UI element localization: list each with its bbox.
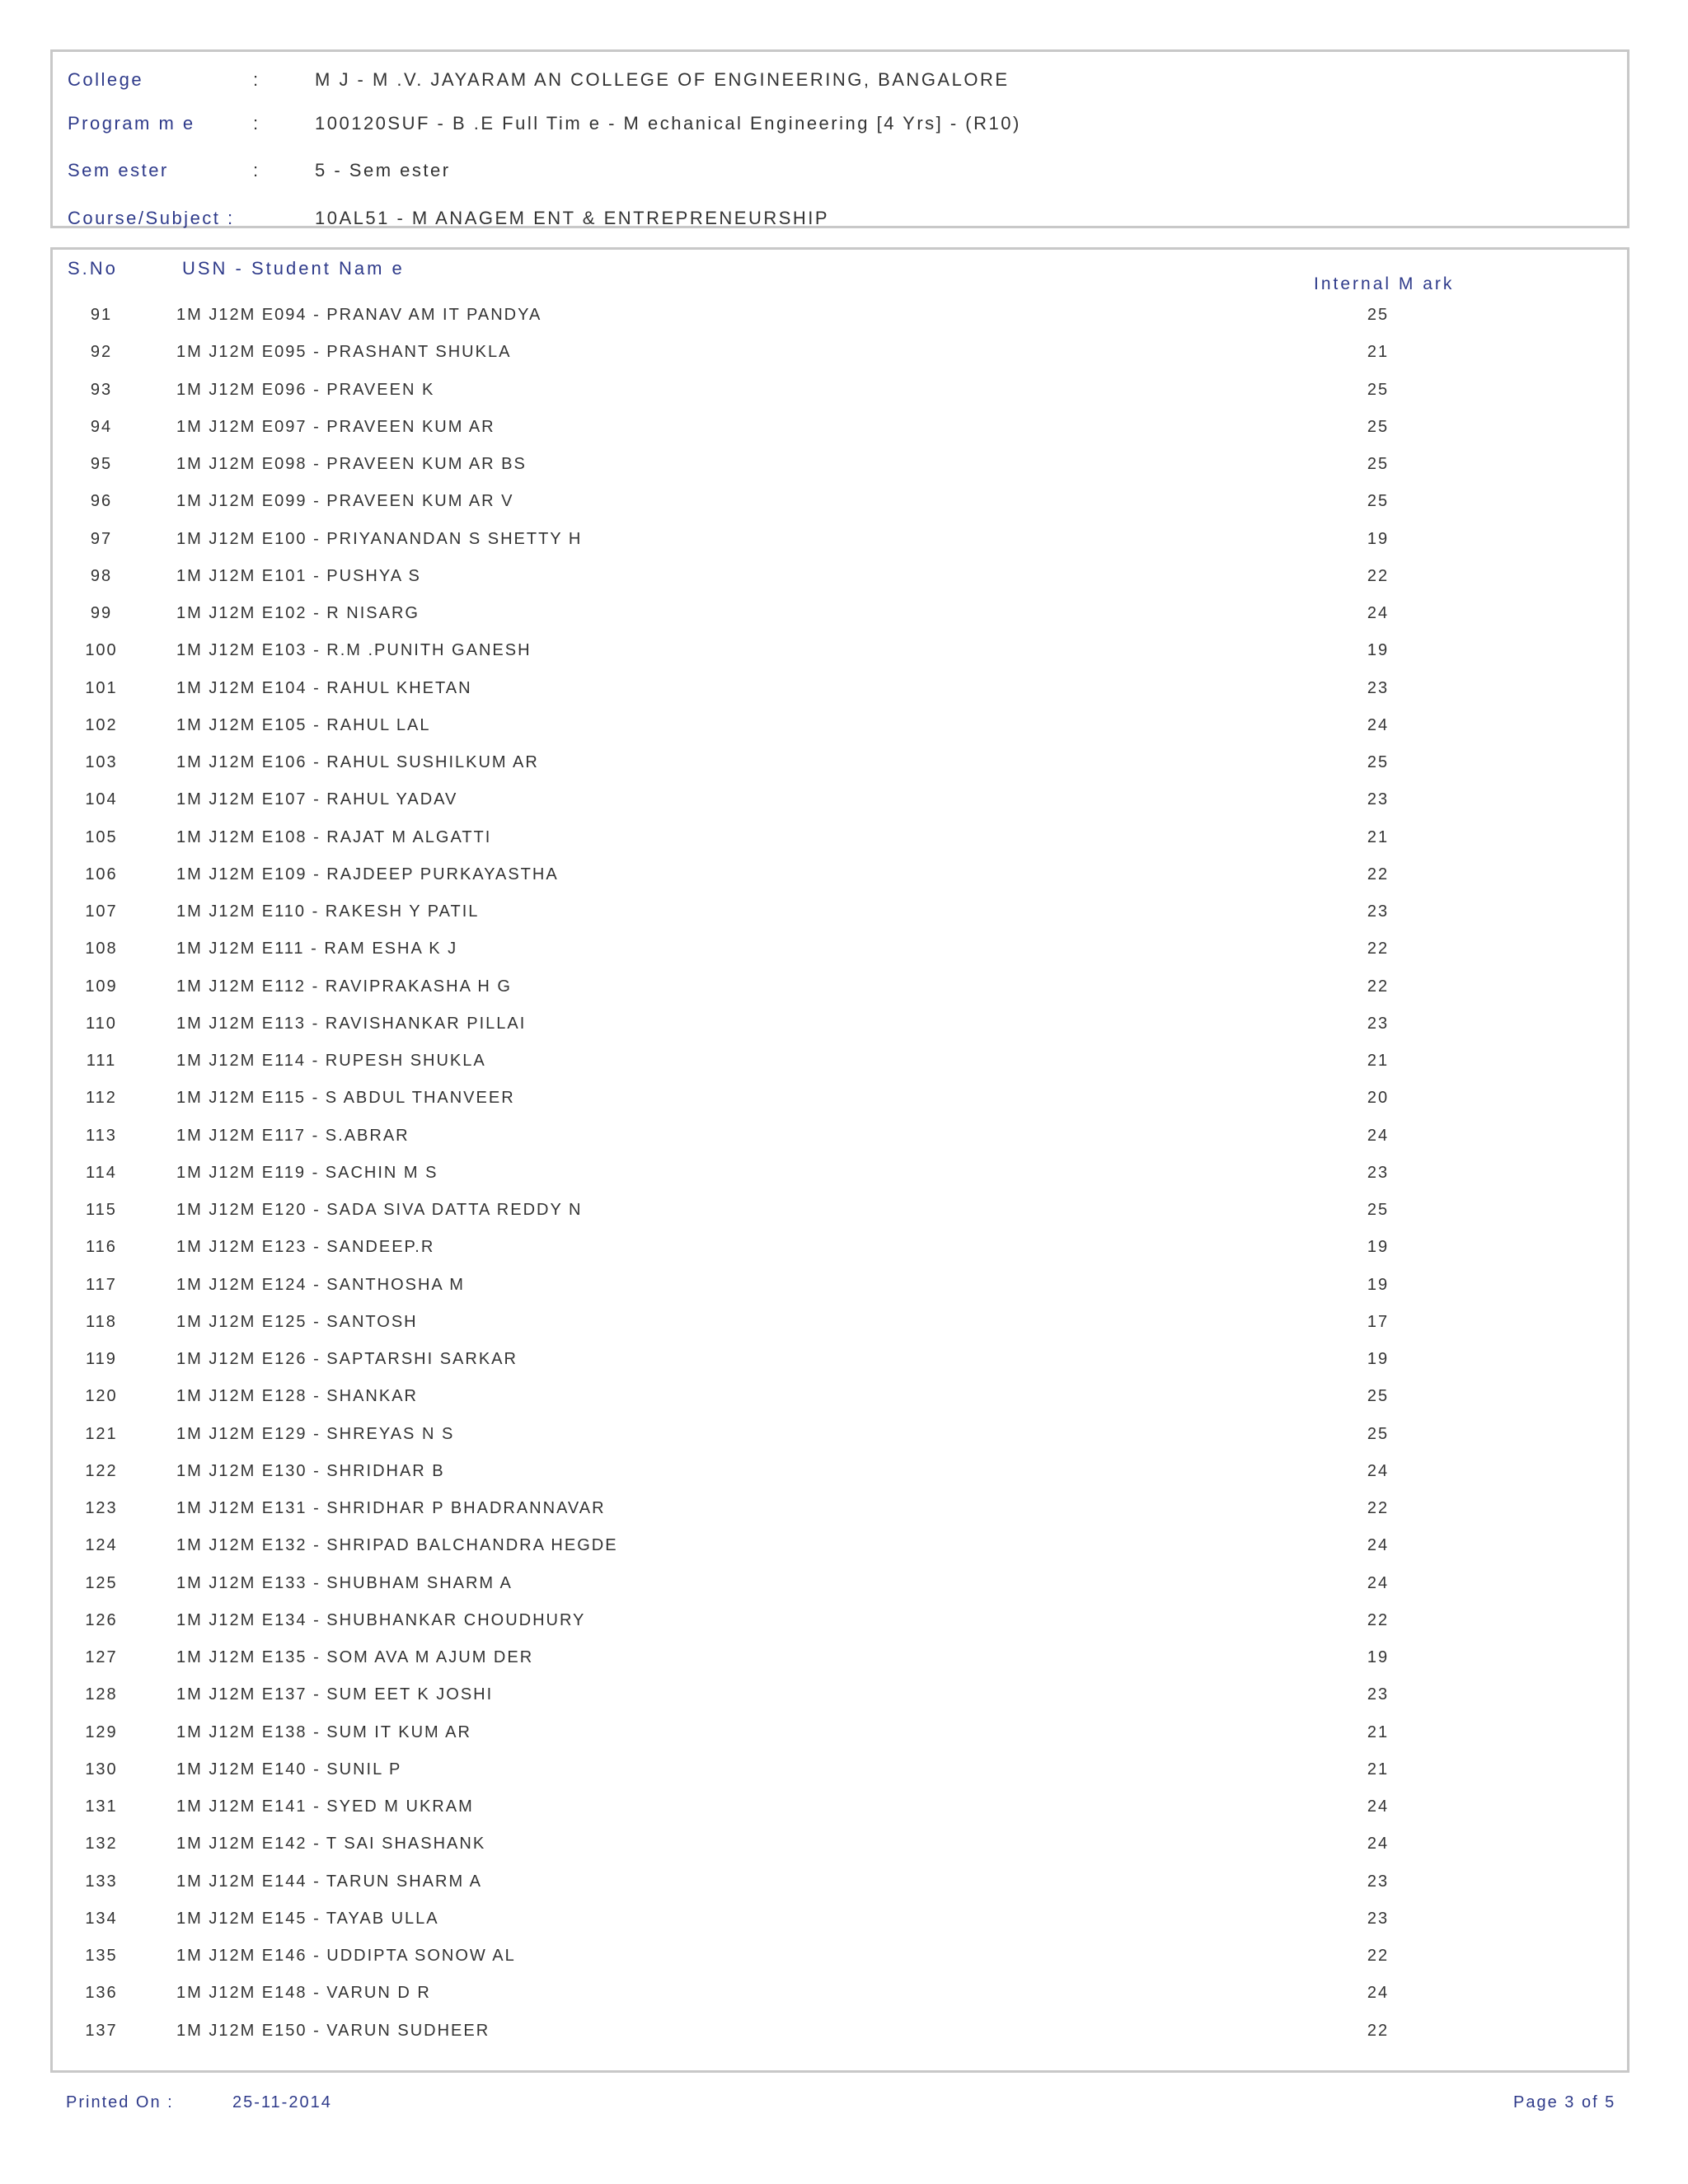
internal-mark: 24 [1367,1835,1390,1854]
serial-number: 133 [85,1872,118,1891]
usn-student-name: 1M J12M E148 - VARUN D R [176,1984,431,2003]
serial-number: 101 [85,678,118,697]
serial-number: 126 [85,1610,118,1629]
programme-value: 100120SUF - B .E Full Tim e - M echanical Engineering [4 Yrs] - (R10) [315,113,1021,134]
internal-mark: 23 [1367,1685,1390,1704]
internal-mark: 23 [1367,902,1390,921]
usn-student-name: 1M J12M E131 - SHRIDHAR P BHADRANNAVAR [176,1499,606,1517]
serial-number: 124 [85,1536,118,1555]
semester-label: Sem ester [68,160,169,180]
serial-number: 119 [86,1350,117,1368]
internal-mark: 22 [1367,940,1390,958]
internal-mark: 24 [1367,1126,1390,1145]
course-label: Course/Subject : [68,208,235,228]
table-row [53,1605,1627,1642]
internal-mark: 19 [1367,1350,1390,1368]
usn-student-name: 1M J12M E097 - PRAVEEN KUM AR [176,417,495,436]
internal-mark: 22 [1367,1610,1390,1629]
internal-mark: 25 [1367,753,1390,771]
college-row [68,63,1010,96]
serial-number: 118 [86,1312,117,1331]
serial-number: 116 [86,1238,117,1257]
table-row [53,933,1627,970]
internal-mark: 23 [1367,678,1390,697]
serial-number: 129 [85,1722,118,1741]
printed-date: 25-11-2014 [232,2093,332,2111]
internal-mark: 25 [1367,417,1390,436]
serial-number: 94 [90,417,113,436]
usn-student-name: 1M J12M E094 - PRANAV AM IT PANDYA [176,306,542,324]
serial-number: 97 [90,529,113,548]
table-row [53,523,1627,560]
serial-number: 104 [85,790,118,809]
serial-number: 95 [90,455,113,473]
internal-mark: 22 [1367,977,1390,996]
usn-student-name: 1M J12M E107 - RAHUL YADAV [176,790,458,809]
serial-number: 93 [90,380,113,399]
internal-mark: 24 [1367,1573,1390,1592]
colon: : [253,69,259,90]
column-header-sno: S.No [68,258,118,279]
serial-number: 134 [85,1909,118,1928]
course-value: 10AL51 - M ANAGEM ENT & ENTREPRENEURSHIP [315,208,830,228]
usn-student-name: 1M J12M E150 - VARUN SUDHEER [176,2021,490,2040]
table-row [53,1418,1627,1455]
table-row [53,859,1627,896]
usn-student-name: 1M J12M E104 - RAHUL KHETAN [176,678,472,697]
semester-row [68,154,451,187]
table-row [53,1455,1627,1493]
internal-mark: 24 [1367,604,1390,622]
college-value: M J - M .V. JAYARAM AN COLLEGE OF ENGINEERING, BANGALORE [315,69,1010,90]
page-number: Page 3 of 5 [1513,2093,1616,2111]
usn-student-name: 1M J12M E128 - SHANKAR [176,1387,418,1406]
marks-table [50,247,1629,2073]
serial-number: 105 [85,827,118,846]
serial-number: 120 [85,1387,118,1406]
usn-student-name: 1M J12M E106 - RAHUL SUSHILKUM AR [176,753,539,771]
serial-number: 112 [86,1089,117,1108]
usn-student-name: 1M J12M E103 - R.M .PUNITH GANESH [176,641,532,660]
usn-student-name: 1M J12M E096 - PRAVEEN K [176,380,435,399]
table-row [53,1008,1627,1045]
internal-mark: 24 [1367,1461,1390,1480]
table-row [53,971,1627,1008]
usn-student-name: 1M J12M E111 - RAM ESHA K J [176,940,458,958]
internal-mark: 21 [1367,1722,1390,1741]
serial-number: 115 [86,1201,117,1219]
internal-mark: 22 [1367,1499,1390,1517]
internal-mark: 25 [1367,380,1390,399]
internal-mark: 21 [1367,343,1390,362]
internal-mark: 19 [1367,1238,1390,1257]
serial-number: 103 [85,753,118,771]
table-row [53,1306,1627,1343]
programme-label: Program m e [68,113,195,134]
table-row [53,2015,1627,2052]
table-row [53,1343,1627,1380]
internal-mark: 22 [1367,566,1390,585]
table-row [53,1977,1627,2014]
table-row [53,1679,1627,1716]
serial-number: 96 [90,492,113,511]
table-row [53,1717,1627,1754]
table-row [53,1157,1627,1194]
table-row [53,1791,1627,1828]
usn-student-name: 1M J12M E140 - SUNIL P [176,1760,402,1779]
serial-number: 99 [90,604,113,622]
serial-number: 128 [85,1685,118,1704]
usn-student-name: 1M J12M E138 - SUM IT KUM AR [176,1722,471,1741]
internal-mark: 21 [1367,1760,1390,1779]
course-info-panel [50,49,1629,228]
usn-student-name: 1M J12M E134 - SHUBHANKAR CHOUDHURY [176,1610,586,1629]
usn-student-name: 1M J12M E135 - SOM AVA M AJUM DER [176,1648,534,1666]
internal-mark: 19 [1367,1275,1390,1294]
usn-student-name: 1M J12M E130 - SHRIDHAR B [176,1461,445,1480]
table-row [53,299,1627,336]
internal-mark: 23 [1367,1909,1390,1928]
serial-number: 117 [86,1275,117,1294]
usn-student-name: 1M J12M E142 - T SAI SHASHANK [176,1835,486,1854]
internal-mark: 25 [1367,492,1390,511]
internal-mark: 22 [1367,865,1390,883]
table-row [53,822,1627,859]
usn-student-name: 1M J12M E137 - SUM EET K JOSHI [176,1685,494,1704]
serial-number: 100 [85,641,118,660]
usn-student-name: 1M J12M E099 - PRAVEEN KUM AR V [176,492,514,511]
table-row [53,635,1627,672]
serial-number: 122 [85,1461,118,1480]
table-row [53,1642,1627,1679]
internal-mark: 25 [1367,455,1390,473]
serial-number: 91 [90,306,113,324]
internal-mark: 24 [1367,1984,1390,2003]
table-row [53,784,1627,821]
table-row [53,1940,1627,1977]
internal-mark: 19 [1367,641,1390,660]
serial-number: 121 [85,1424,118,1443]
serial-number: 127 [85,1648,118,1666]
serial-number: 107 [85,902,118,921]
internal-mark: 23 [1367,1163,1390,1182]
table-row [53,1082,1627,1119]
serial-number: 111 [86,1052,117,1070]
usn-student-name: 1M J12M E109 - RAJDEEP PURKAYASTHA [176,865,559,883]
serial-number: 110 [86,1014,117,1033]
usn-student-name: 1M J12M E115 - S ABDUL THANVEER [176,1089,515,1108]
serial-number: 98 [90,566,113,585]
usn-student-name: 1M J12M E112 - RAVIPRAKASHA H G [176,977,512,996]
internal-mark: 24 [1367,1797,1390,1816]
table-row [53,1530,1627,1567]
table-row [53,1380,1627,1418]
serial-number: 130 [85,1760,118,1779]
table-row [53,747,1627,784]
usn-student-name: 1M J12M E101 - PUSHYA S [176,566,421,585]
table-row [53,598,1627,635]
usn-student-name: 1M J12M E125 - SANTOSH [176,1312,418,1331]
table-row [53,485,1627,523]
internal-mark: 17 [1367,1312,1390,1331]
usn-student-name: 1M J12M E145 - TAYAB ULLA [176,1909,439,1928]
usn-student-name: 1M J12M E108 - RAJAT M ALGATTI [176,827,492,846]
internal-mark: 25 [1367,1201,1390,1219]
table-row [53,560,1627,598]
usn-student-name: 1M J12M E105 - RAHUL LAL [176,715,431,734]
serial-number: 113 [86,1126,117,1145]
usn-student-name: 1M J12M E100 - PRIYANANDAN S SHETTY H [176,529,583,548]
table-row [53,1903,1627,1940]
internal-mark: 25 [1367,1387,1390,1406]
serial-number: 92 [90,343,113,362]
serial-number: 123 [85,1499,118,1517]
usn-student-name: 1M J12M E124 - SANTHOSHA M [176,1275,465,1294]
internal-mark: 24 [1367,1536,1390,1555]
serial-number: 125 [85,1573,118,1592]
table-row [53,411,1627,448]
table-row [53,710,1627,747]
internal-mark: 25 [1367,1424,1390,1443]
internal-mark: 24 [1367,715,1390,734]
internal-mark: 23 [1367,790,1390,809]
table-row [53,1194,1627,1231]
internal-mark: 21 [1367,1052,1390,1070]
internal-mark: 23 [1367,1872,1390,1891]
usn-student-name: 1M J12M E114 - RUPESH SHUKLA [176,1052,486,1070]
colon: : [253,113,259,134]
table-row [53,1754,1627,1791]
column-header-usn-name: USN - Student Nam e [182,258,405,279]
usn-student-name: 1M J12M E126 - SAPTARSHI SARKAR [176,1350,518,1368]
serial-number: 132 [85,1835,118,1854]
table-row [53,1866,1627,1903]
table-row [53,336,1627,373]
table-row [53,1828,1627,1865]
usn-student-name: 1M J12M E144 - TARUN SHARM A [176,1872,482,1891]
usn-student-name: 1M J12M E113 - RAVISHANKAR PILLAI [176,1014,527,1033]
printed-on-label: Printed On : [66,2093,174,2111]
internal-mark: 20 [1367,1089,1390,1108]
semester-value: 5 - Sem ester [315,160,451,180]
usn-student-name: 1M J12M E146 - UDDIPTA SONOW AL [176,1947,516,1965]
usn-student-name: 1M J12M E119 - SACHIN M S [176,1163,438,1182]
column-header-internal-mark: Internal M ark [1314,274,1455,293]
serial-number: 108 [85,940,118,958]
internal-mark: 19 [1367,1648,1390,1666]
table-row [53,1045,1627,1082]
internal-mark: 22 [1367,2021,1390,2040]
serial-number: 102 [85,715,118,734]
serial-number: 131 [85,1797,118,1816]
course-row [68,202,829,235]
usn-student-name: 1M J12M E117 - S.ABRAR [176,1126,410,1145]
table-row [53,374,1627,411]
serial-number: 137 [85,2021,118,2040]
usn-student-name: 1M J12M E110 - RAKESH Y PATIL [176,902,480,921]
usn-student-name: 1M J12M E141 - SYED M UKRAM [176,1797,474,1816]
table-row [53,1568,1627,1605]
serial-number: 135 [85,1947,118,1965]
internal-mark: 21 [1367,827,1390,846]
colon: : [253,160,259,180]
table-row [53,1269,1627,1306]
serial-number: 136 [85,1984,118,2003]
usn-student-name: 1M J12M E098 - PRAVEEN KUM AR BS [176,455,527,473]
table-row [53,448,1627,485]
college-label: College [68,69,144,90]
usn-student-name: 1M J12M E129 - SHREYAS N S [176,1424,455,1443]
serial-number: 109 [85,977,118,996]
serial-number: 114 [86,1163,117,1182]
internal-mark: 19 [1367,529,1390,548]
table-row [53,1120,1627,1157]
usn-student-name: 1M J12M E132 - SHRIPAD BALCHANDRA HEGDE [176,1536,618,1555]
table-row [53,1493,1627,1530]
table-row [53,896,1627,933]
table-row [53,1231,1627,1268]
internal-mark: 22 [1367,1947,1390,1965]
programme-row [68,107,1021,140]
table-row [53,673,1627,710]
internal-mark: 23 [1367,1014,1390,1033]
serial-number: 106 [85,865,118,883]
internal-mark: 25 [1367,306,1390,324]
usn-student-name: 1M J12M E120 - SADA SIVA DATTA REDDY N [176,1201,583,1219]
usn-student-name: 1M J12M E133 - SHUBHAM SHARM A [176,1573,513,1592]
usn-student-name: 1M J12M E095 - PRASHANT SHUKLA [176,343,512,362]
usn-student-name: 1M J12M E123 - SANDEEP.R [176,1238,435,1257]
usn-student-name: 1M J12M E102 - R NISARG [176,604,420,622]
